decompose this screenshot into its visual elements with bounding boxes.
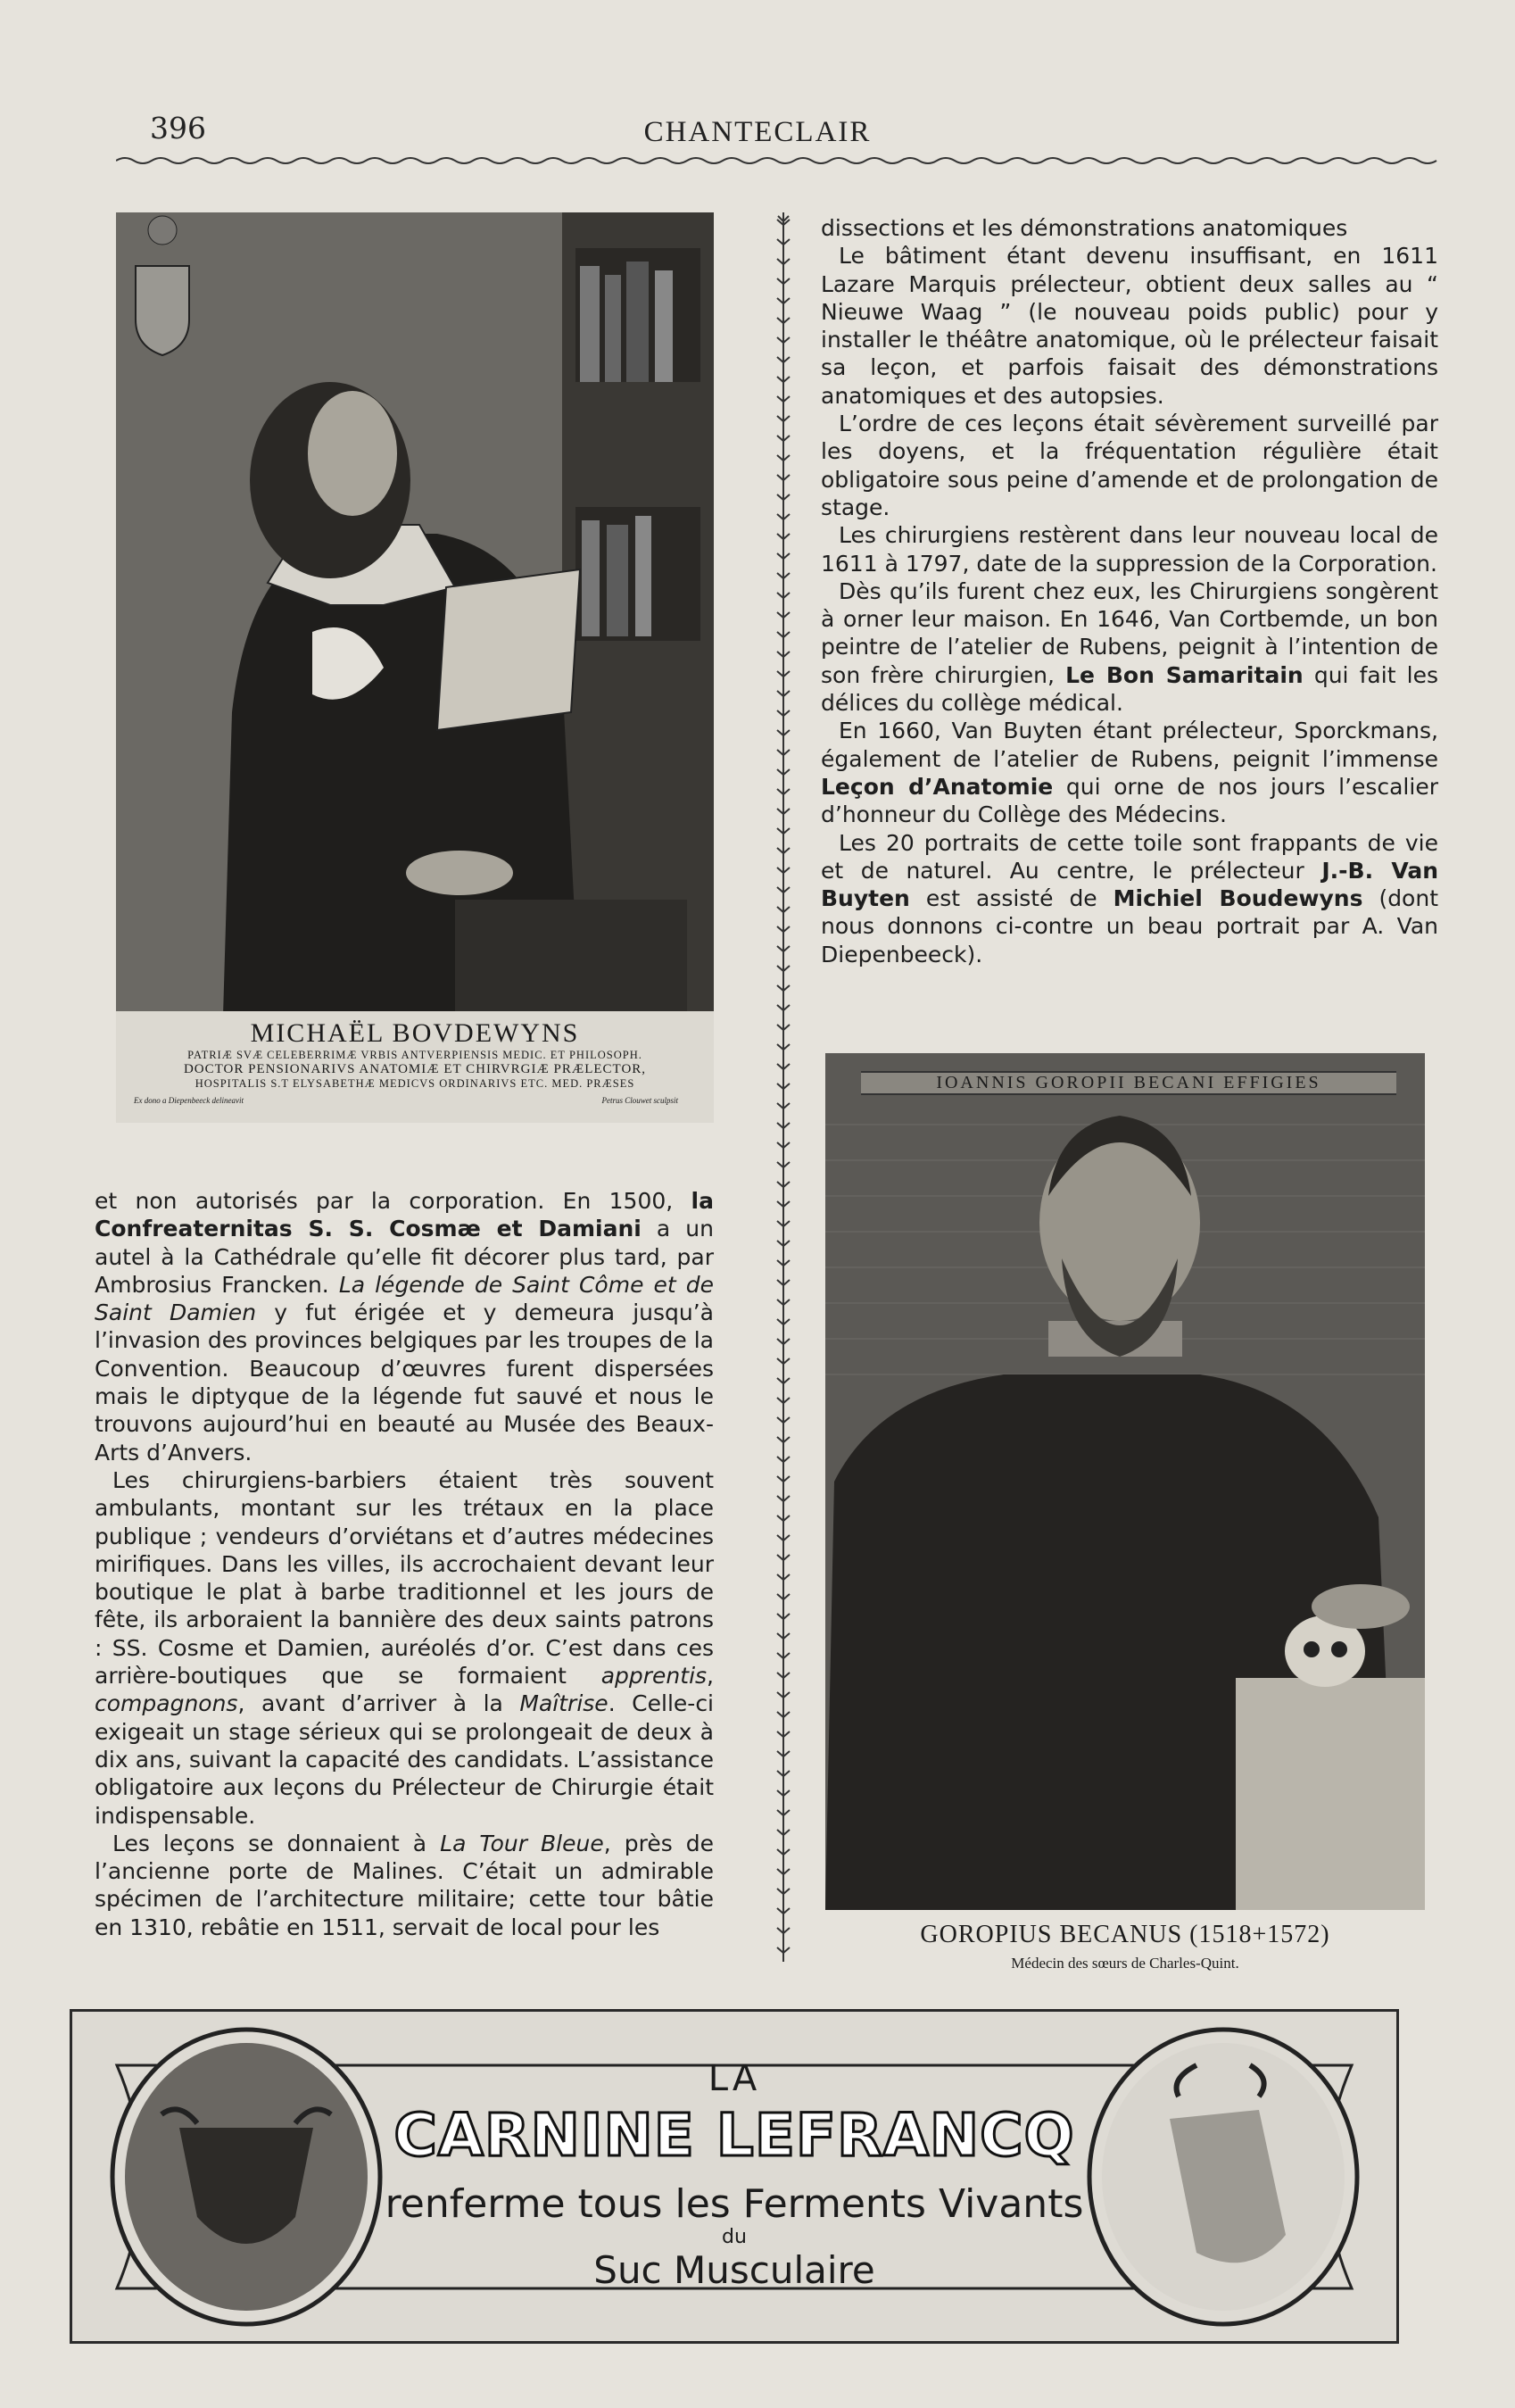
paragraph [95, 1187, 714, 1466]
column-divider [773, 212, 794, 1962]
paragraph: L’ordre de ces leçons était sévèrement surveillé par les doyens, et la fréquentation régulière était obligatoire sous peine d’amende et de prolongation de stage. [821, 411, 1438, 520]
portrait-banner: IOANNIS GOROPII BECANI EFFIGIES [861, 1071, 1396, 1095]
text-run: y fut érigée et y demeura jusqu’à l’invasion des provinces belgiques par les troupes de la Convention. Beaucoup d’œuvres furent dispersées mais le diptyque de la légende fut sauvé et nous le trouvons aujourd’hui en beauté au Musée des Beaux-Arts d’Anvers. [95, 1299, 714, 1466]
credit-left: Ex dono a Diepenbeeck delineavit [134, 1096, 244, 1105]
term: compagnons [95, 1690, 238, 1717]
advertisement [70, 2009, 1399, 2344]
paragraph: Les chirurgiens restèrent dans leur nouveau local de 1611 à 1797, date de la suppression de la Corporation. [821, 522, 1438, 577]
inscription-line-2: DOCTOR PENSIONARIVS ANATOMIÆ ET CHIRVRGIÆ PRÆLECTOR, [183, 1062, 647, 1076]
place-name: La Tour Bleue [440, 1830, 604, 1856]
paragraph [95, 1466, 714, 1830]
text-run: Les 20 portraits de cette toile sont frappants de vie et de naturel. Au centre, le prélecteur [821, 829, 1438, 884]
figure-boudewyns [116, 212, 714, 1123]
caption-plate-boudewyns [116, 1011, 714, 1123]
confraternity-name: la Confreaternitas S. S. Cosmæ et Damiani [95, 1188, 714, 1242]
credit-right: Petrus Clouwet sculpsit [601, 1096, 678, 1105]
person-name: J.-B. Van Buyten [821, 857, 1438, 912]
inscription-line-3: HOSPITALIS S.T ELYSABETHÆ MEDICVS ORDINARIVS ETC. MED. PRÆSES [195, 1077, 635, 1090]
inscription-line-1: PATRIÆ SVÆ CELEBERRIMÆ VRBIS ANTVERPIENSIS MEDIC. ET PHILOSOPH. [187, 1049, 642, 1061]
figure-becanus [825, 1053, 1425, 1981]
text-run: En 1660, Van Buyten étant prélecteur, Sporckmans, également de l’atelier de Rubens, peignit l’immense [821, 718, 1438, 772]
engraving-becanus [825, 1053, 1425, 1910]
text-run: , avant d’arriver à la [237, 1690, 503, 1717]
portrait-boudewyns [116, 212, 714, 1011]
text-run: a un autel à la Cathédrale qu’elle fit décorer plus tard, par Ambrosius Francken. [95, 1216, 714, 1298]
ad-line-ferments: renferme tous les Ferments Vivants [385, 2181, 1084, 2227]
paragraph: Le bâtiment étant devenu insuffisant, en 1611 Lazare Marquis prélecteur, obtient deux salles au “ Nieuwe Waag ” (le nouveau poids public) pour y installer le théâtre anatomique, où le prélecteur faisait sa leçon, et parfois faisait des démonstrations anatomiques et des autopsies. [821, 243, 1438, 409]
portrait-becanus [825, 1053, 1425, 1910]
ad-brand: CARNINE LEFRANCQ [393, 2101, 1075, 2170]
paragraph: dissections et les démonstrations anatomiques [821, 215, 1348, 241]
text-run: Dès qu’ils furent chez eux, les Chirurgiens songèrent à orner leur maison. En 1646, Van Cortbemde, un bon peintre de l’atelier de Rubens, peignit à l’intention de son frère chirurgien, [821, 577, 1438, 688]
ad-line-suc: Suc Musculaire [593, 2248, 875, 2292]
portrait-name: MICHAËL BOVDEWYNS [250, 1018, 580, 1048]
ad-line-la: LA [708, 2058, 761, 2099]
running-head: CHANTECLAIR [643, 116, 872, 148]
artwork-title: La légende de Saint Côme et de Saint Damien [95, 1271, 714, 1326]
paragraph [821, 717, 1438, 828]
left-column-text [95, 1187, 714, 1941]
text-run: qui orne de nos jours l’escalier d’honneur du Collège des Médecins. [821, 773, 1438, 828]
paragraph [821, 829, 1438, 968]
text-run: , [707, 1663, 714, 1690]
figure-subcaption: Médecin des sœurs de Charles-Quint. [1011, 1955, 1239, 1972]
paragraph [821, 577, 1438, 717]
artwork-title: Leçon d’Anatomie [821, 773, 1054, 800]
text-run: et non autorisés par la corporation. En 1500, [95, 1188, 674, 1214]
text-run: , près de l’ancienne porte de Malines. C’était un admirable spécimen de l’architecture militaire; cette tour bâtie en 1310, rebâtie en 1511, servait de local pour les [95, 1830, 714, 1940]
text-run: Les leçons se donnaient à [112, 1830, 427, 1856]
text-run: (dont nous donnons ci-contre un beau portrait par A. Van Diepenbeeck). [821, 885, 1439, 967]
ad-line-du: du [722, 2226, 747, 2248]
term: apprentis [600, 1663, 708, 1690]
text-run: qui fait les délices du collège médical. [821, 661, 1438, 717]
figure-caption: GOROPIUS BECANUS (1518+1572) [920, 1921, 1330, 1948]
right-column-text [821, 214, 1438, 968]
header-rule [116, 154, 1445, 168]
engraving-boudewyns [116, 212, 714, 1011]
term: Maîtrise [519, 1690, 608, 1717]
text-run: . Celle-ci exigeait un stage sérieux qui se prolongeait de deux à dix ans, suivant la capacité des candidats. L’assistance obligatoire aux leçons du Prélecteur de Chirurgie était indispensable. [95, 1690, 715, 1829]
text-run: est assisté de [925, 885, 1097, 912]
person-name: Michiel Boudewyns [1113, 885, 1363, 912]
page-number: 396 [150, 111, 206, 145]
paragraph [95, 1830, 714, 1941]
artwork-title: Le Bon Samaritain [1065, 661, 1304, 688]
text-run: Les chirurgiens-barbiers étaient très souvent ambulants, montant sur les trétaux en la place publique ; vendeurs d’orviétans et d’autres médecines mirifiques. Dans les villes, ils accrochaient devant leur boutique le plat à barbe traditionnel et les jours de fête, ils arboraient la bannière des deux saints patrons : SS. Cosme et Damien, auréolés d’or. C’est dans ces arrière-boutiques que se formaient [95, 1466, 714, 1690]
